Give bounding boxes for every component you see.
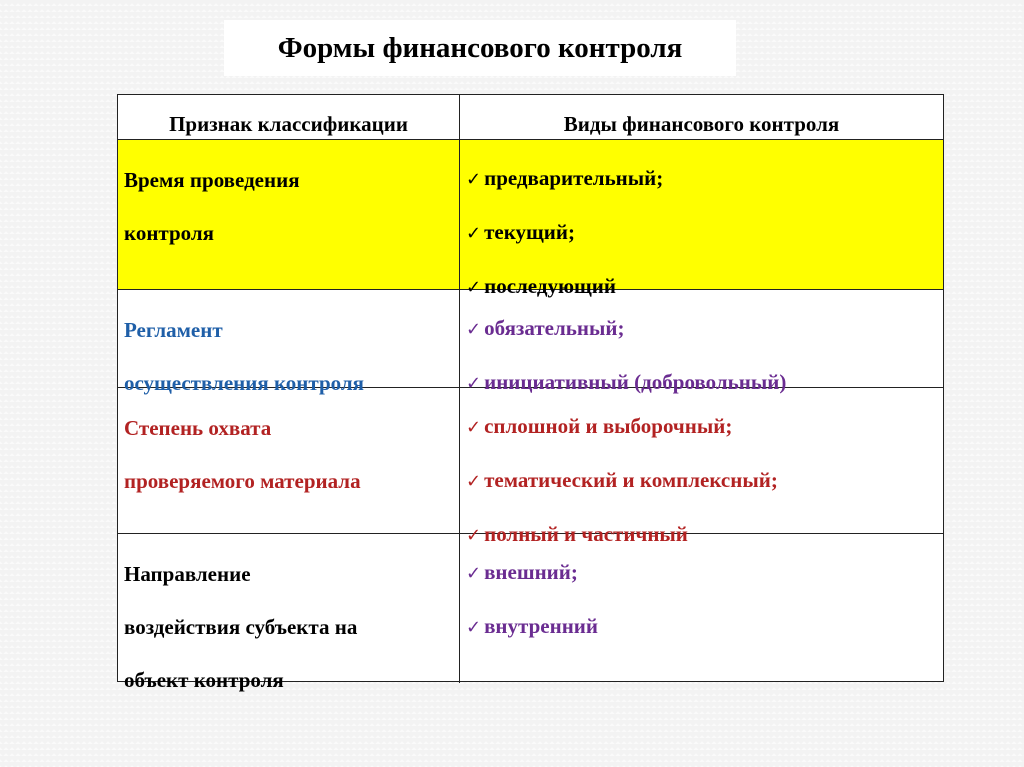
table-header-row xyxy=(118,95,943,140)
kind-label: текущий; xyxy=(484,220,575,244)
criterion-line: Степень охвата xyxy=(124,416,272,440)
criterion-line: проверяемого материала xyxy=(124,469,361,493)
table-row-regulation xyxy=(118,290,943,395)
criterion-line: Время проведения xyxy=(124,168,300,192)
kinds-cell xyxy=(460,140,943,298)
kind-label: последующий xyxy=(484,274,616,298)
kind-label: обязательный; xyxy=(484,316,625,340)
check-icon: ✓ xyxy=(466,563,482,584)
header-kinds-label: Виды финансового контроля xyxy=(563,112,840,136)
check-icon: ✓ xyxy=(466,417,482,438)
kind-label: тематический и комплексный; xyxy=(484,468,778,492)
criterion-cell xyxy=(118,534,460,692)
kind-label: полный и частичный xyxy=(484,522,688,546)
header-cell-kinds xyxy=(460,95,943,139)
criterion-line: объект контроля xyxy=(124,668,284,692)
title-box xyxy=(224,20,736,76)
criterion-line: Регламент xyxy=(124,318,223,342)
classification-table xyxy=(117,94,944,692)
slide-title: Формы финансового контроля xyxy=(277,31,683,64)
criterion-line: осуществления контроля xyxy=(124,371,365,395)
check-icon: ✓ xyxy=(466,277,482,298)
table-row-coverage xyxy=(118,388,943,546)
kind-item xyxy=(466,454,937,508)
check-icon: ✓ xyxy=(466,169,482,190)
kind-label: сплошной и выборочный; xyxy=(484,414,733,438)
check-icon: ✓ xyxy=(466,471,482,492)
kind-item xyxy=(466,400,937,454)
criterion-cell xyxy=(118,388,460,533)
table-row-time xyxy=(118,140,943,298)
kinds-cell xyxy=(460,388,943,546)
header-criterion-label: Признак классификации xyxy=(169,112,408,136)
criterion-cell xyxy=(118,290,460,395)
criterion-cell xyxy=(118,140,460,289)
kind-item xyxy=(466,546,937,600)
table-row-direction xyxy=(118,534,943,692)
check-icon: ✓ xyxy=(466,373,482,394)
criterion-line: воздействия субъекта на xyxy=(124,615,358,639)
kind-label: внутренний xyxy=(484,614,599,638)
kind-item xyxy=(466,600,937,654)
kind-item xyxy=(466,206,937,260)
kind-label: инициативный (добровольный) xyxy=(484,370,787,394)
kind-item xyxy=(466,152,937,206)
kinds-cell xyxy=(460,534,943,683)
kinds-cell xyxy=(460,290,943,394)
criterion-line: Направление xyxy=(124,562,251,586)
kind-item xyxy=(466,302,937,356)
check-icon: ✓ xyxy=(466,319,482,340)
check-icon: ✓ xyxy=(466,525,482,546)
kind-label: предварительный; xyxy=(484,166,664,190)
kind-label: внешний; xyxy=(484,560,578,584)
criterion-line: контроля xyxy=(124,221,215,245)
check-icon: ✓ xyxy=(466,223,482,244)
check-icon: ✓ xyxy=(466,617,482,638)
header-cell-criterion xyxy=(118,95,460,139)
